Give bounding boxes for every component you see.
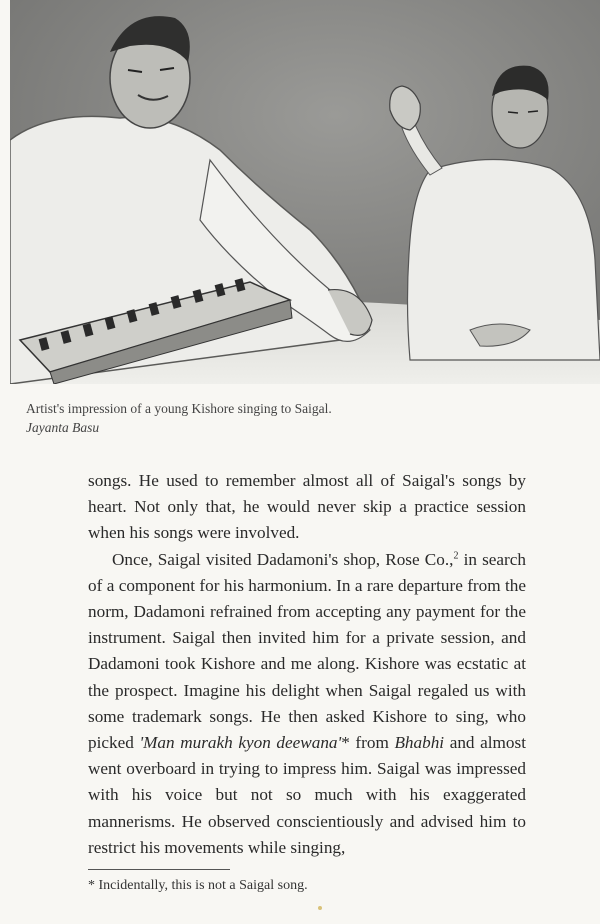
page-speck	[318, 906, 322, 910]
paragraph-2-part-a: Once, Saigal visited Dadamoni's shop, Rose Co.,	[112, 549, 454, 569]
paragraph-1: songs. He used to remember almost all of Saigal's songs by heart. Not only that, he would never skip a practice session when his songs were involved.	[88, 471, 526, 543]
footnote: * Incidentally, this is not a Saigal song.	[88, 878, 308, 893]
footnote-ref-2: 2	[453, 549, 459, 561]
paragraph-2-part-d: and almost went overboard in trying to impress him. Saigal was impressed with his voice but not so much with his exaggerated mannerisms. He observed conscientiously and advised him to restrict his movements while singing,	[88, 733, 526, 857]
film-title: Bhabhi	[394, 733, 445, 753]
song-title: 'Man murakh kyon deewana'	[139, 733, 342, 753]
body-text	[88, 468, 526, 861]
figure-caption	[26, 399, 546, 437]
caption-text: Artist's impression of a young Kishore singing to Saigal.	[26, 401, 332, 416]
footnote-rule	[88, 869, 230, 870]
sketch-drawing	[10, 0, 600, 384]
paragraph-2-part-c: * from	[341, 733, 395, 753]
caption-credit: Jayanta Basu	[26, 420, 100, 435]
paragraph-2	[88, 547, 526, 861]
paragraph-2-part-b: in search of a component for his harmonium. In a rare departure from the norm, Dadamoni refrained from accepting any payment for the instrument. Saigal then invited him for a private session, and Dadamoni took Kishore and me along. Kishore was ecstatic at the prospect. Imagine his delight when Saigal regaled us with some trademark songs. He then asked Kishore to sing, who picked	[88, 549, 526, 753]
illustration-sketch	[10, 0, 600, 384]
